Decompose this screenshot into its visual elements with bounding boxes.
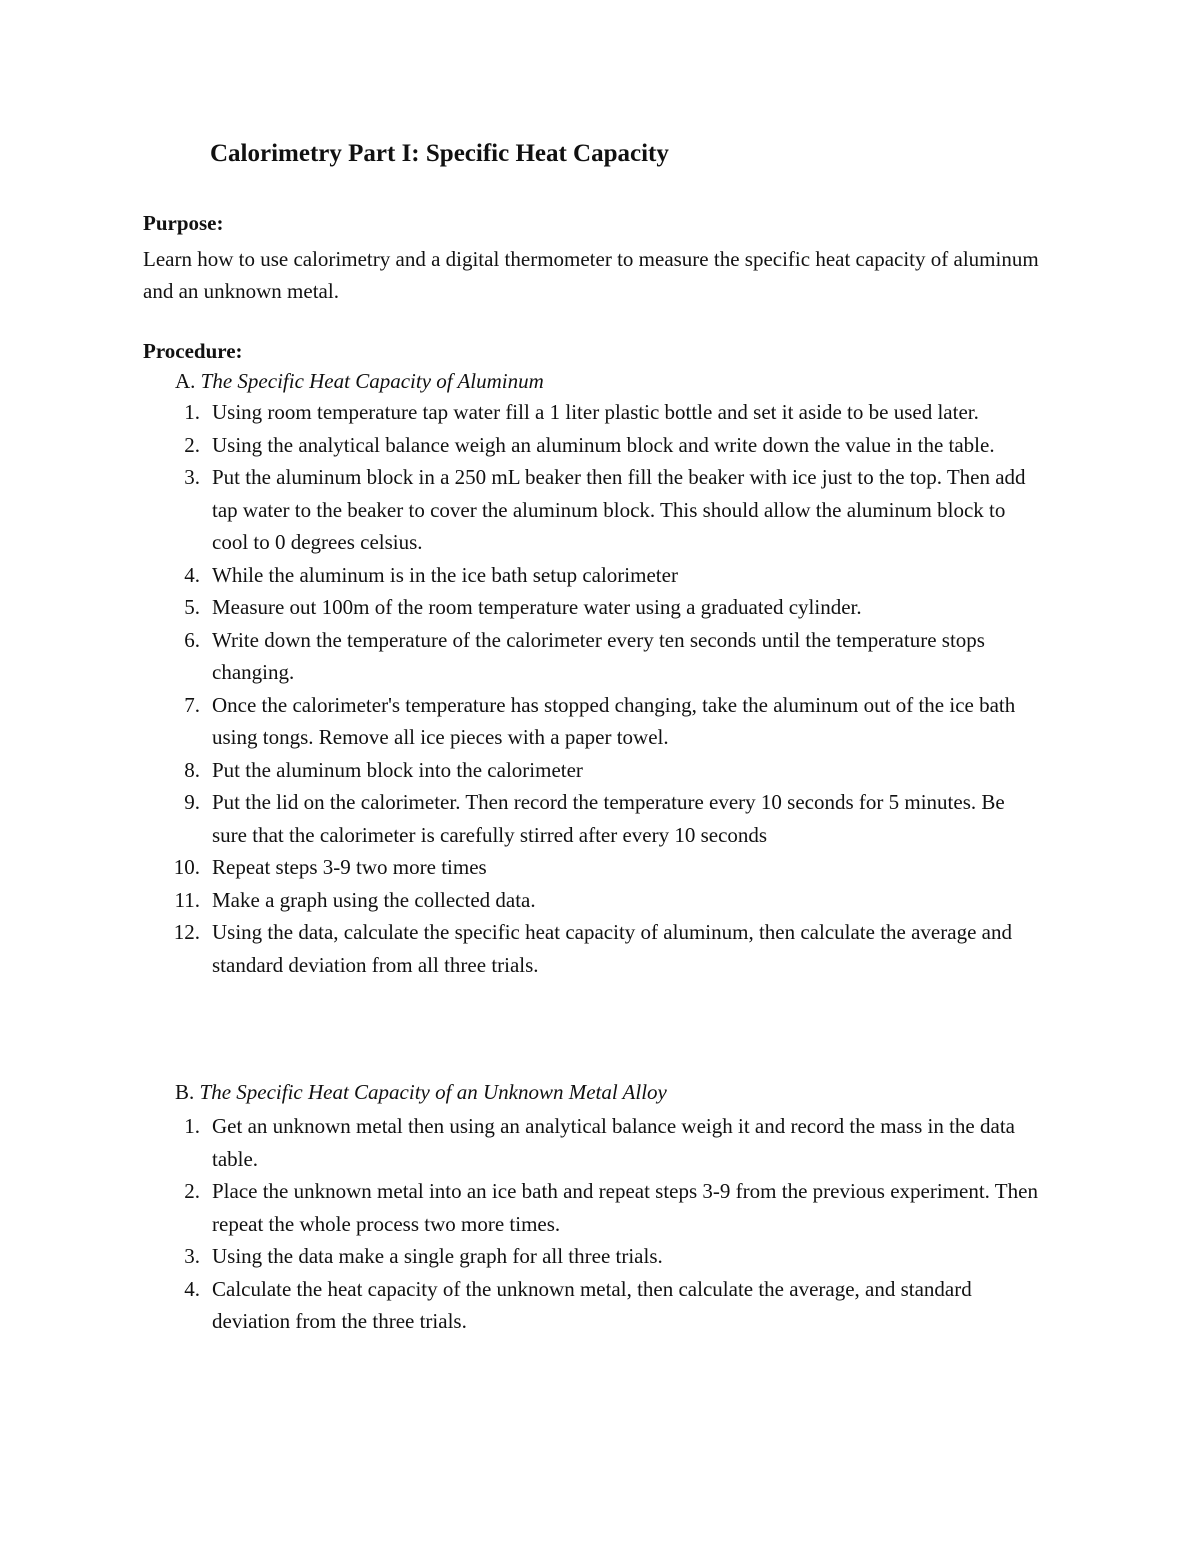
page-title: Calorimetry Part I: Specific Heat Capacity: [210, 140, 669, 167]
step-number: 10.: [173, 855, 200, 879]
step-text: Once the calorimeter's temperature has stopped changing, take the aluminum out of the ice bath using tongs. Remove all ice pieces with a paper towel.: [212, 692, 1016, 749]
section-a-letter: A.: [175, 369, 196, 393]
section-b-steps: [0, 1110, 1200, 1338]
step-text: Using the data, calculate the specific heat capacity of aluminum, then calculate the average and standard deviation from all three trials.: [212, 920, 1012, 977]
list-item: [0, 786, 1042, 851]
step-text: Put the aluminum block into the calorimeter: [212, 757, 583, 782]
step-text: Calculate the heat capacity of the unknown metal, then calculate the average, and standard deviation from the three trials.: [212, 1276, 972, 1333]
procedure-heading: Procedure:: [143, 339, 243, 363]
section-a-steps: [0, 396, 1200, 981]
purpose-heading: Purpose:: [143, 211, 224, 235]
list-item: [0, 1110, 1042, 1175]
list-item: [0, 1273, 1042, 1338]
list-item: [0, 754, 1042, 787]
list-item: [0, 851, 1042, 884]
list-item: [0, 396, 1042, 429]
step-text: Measure out 100m of the room temperature water using a graduated cylinder.: [212, 595, 862, 619]
step-number: 3.: [184, 1244, 200, 1268]
step-number: 12.: [173, 920, 200, 944]
step-text: Put the lid on the calorimeter. Then record the temperature every 10 seconds for 5 minutes. Be sure that the calorimeter is carefully stirred after every 10 seconds: [212, 790, 1005, 847]
step-number: 2.: [184, 432, 200, 457]
list-item: [0, 689, 1042, 754]
step-text: Make a graph using the collected data.: [212, 887, 536, 912]
step-number: 7.: [184, 692, 200, 717]
step-number: 6.: [184, 627, 200, 652]
step-text: While the aluminum is in the ice bath setup calorimeter: [212, 562, 678, 587]
list-item: [0, 624, 1042, 689]
step-text: Using the analytical balance weigh an aluminum block and write down the value in the table.: [212, 432, 995, 457]
step-text: Write down the temperature of the calorimeter every ten seconds until the temperature stops changing.: [212, 627, 985, 684]
step-text: Repeat steps 3-9 two more times: [212, 855, 487, 879]
list-item: [0, 1240, 1042, 1273]
purpose-text: Learn how to use calorimetry and a digital thermometer to measure the specific heat capacity of aluminum and an unknown metal.: [143, 247, 1039, 303]
step-text: Get an unknown metal then using an analytical balance weigh it and record the mass in the data table.: [212, 1114, 1015, 1171]
list-item: [0, 461, 1042, 559]
step-number: 8.: [184, 757, 200, 782]
step-number: 5.: [184, 595, 200, 619]
step-number: 4.: [184, 562, 200, 587]
step-number: 1.: [184, 400, 200, 424]
list-item: [0, 591, 1042, 624]
step-number: 9.: [184, 790, 200, 814]
step-text: Put the aluminum block in a 250 mL beaker then fill the beaker with ice just to the top. Then add tap water to the beaker to cover the aluminum block. This should allow the aluminum block to cool to 0 degrees celsius.: [212, 465, 1026, 554]
section-a-title: The Specific Heat Capacity of Aluminum: [200, 369, 544, 393]
list-item: [0, 884, 1042, 917]
step-text: Using room temperature tap water fill a 1 liter plastic bottle and set it aside to be used later.: [212, 400, 979, 424]
section-a-label: [175, 369, 544, 394]
list-item: [0, 1175, 1042, 1240]
step-text: Place the unknown metal into an ice bath and repeat steps 3-9 from the previous experiment. Then repeat the whole process two more times.: [212, 1179, 1038, 1236]
list-item: [0, 559, 1042, 592]
list-item: [0, 429, 1042, 462]
step-number: 4.: [184, 1276, 200, 1301]
step-number: 11.: [174, 887, 200, 912]
section-b-title: The Specific Heat Capacity of an Unknown Metal Alloy: [199, 1080, 667, 1104]
step-number: 1.: [184, 1114, 200, 1138]
section-b-letter: B.: [175, 1080, 195, 1104]
step-number: 3.: [184, 465, 200, 489]
list-item: [0, 916, 1042, 981]
section-b-label: [175, 1080, 667, 1105]
step-text: Using the data make a single graph for all three trials.: [212, 1244, 663, 1268]
step-number: 2.: [184, 1179, 200, 1203]
